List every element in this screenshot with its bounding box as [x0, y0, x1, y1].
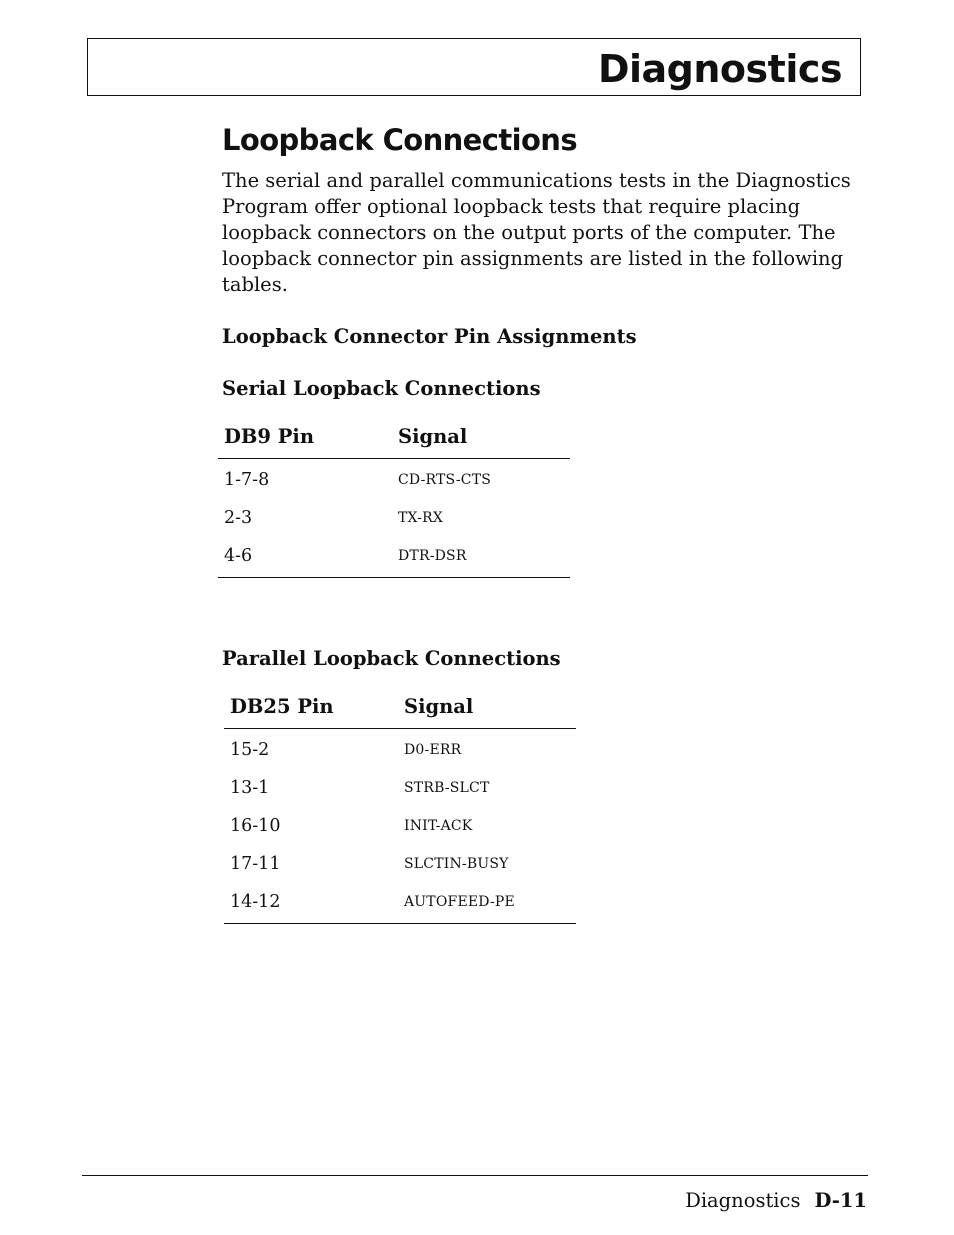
signal-cell: INIT-ACK: [404, 818, 473, 834]
parallel-table: [224, 694, 576, 924]
main-content: [222, 120, 862, 924]
serial-table-header: [218, 424, 570, 459]
table-row: [218, 499, 570, 537]
section-title: Loopback Connections: [222, 123, 577, 157]
signal-cell: SLCTIN-BUSY: [404, 856, 509, 872]
chapter-header: [87, 38, 861, 96]
signal-cell: TX-RX: [398, 510, 444, 526]
signal-cell: AUTOFEED-PE: [404, 894, 515, 910]
footer-section-name: Diagnostics: [685, 1189, 801, 1212]
serial-pin-column-header: DB9 Pin: [224, 425, 314, 448]
table-row: [224, 769, 576, 807]
signal-cell: DTR-DSR: [398, 548, 467, 564]
table-row: [218, 537, 570, 578]
page-footer: [685, 1187, 867, 1215]
intro-paragraph: The serial and parallel communications tests in the Diagnostics Program offer optional loopback tests that require placing loopback connectors on the output ports of the computer. The loopback connector pin assignments are listed in the following tables.: [222, 169, 851, 296]
page-number: D-11: [814, 1189, 867, 1212]
parallel-table-header: [224, 694, 576, 729]
pin-cell: 13-1: [230, 778, 270, 798]
chapter-title: Diagnostics: [597, 47, 842, 91]
footer-rule: [82, 1175, 868, 1176]
signal-cell: D0-ERR: [404, 742, 462, 758]
table-row: [224, 845, 576, 883]
table-row: [224, 729, 576, 770]
serial-heading: Serial Loopback Connections: [222, 377, 541, 400]
pin-cell: 4-6: [224, 546, 253, 566]
pin-assignments-heading: Loopback Connector Pin Assignments: [222, 325, 637, 348]
parallel-signal-column-header: Signal: [404, 695, 474, 718]
parallel-heading: Parallel Loopback Connections: [222, 647, 561, 670]
pin-cell: 17-11: [230, 854, 281, 874]
pin-cell: 15-2: [230, 740, 270, 760]
table-row: [218, 459, 570, 500]
signal-cell: CD-RTS-CTS: [398, 472, 492, 488]
signal-cell: STRB-SLCT: [404, 780, 490, 796]
table-row: [224, 883, 576, 924]
pin-cell: 1-7-8: [224, 470, 270, 490]
serial-signal-column-header: Signal: [398, 425, 468, 448]
parallel-pin-column-header: DB25 Pin: [230, 695, 334, 718]
table-row: [224, 807, 576, 845]
pin-cell: 14-12: [230, 892, 281, 912]
serial-table: [218, 424, 570, 578]
pin-cell: 2-3: [224, 508, 253, 528]
pin-cell: 16-10: [230, 816, 281, 836]
